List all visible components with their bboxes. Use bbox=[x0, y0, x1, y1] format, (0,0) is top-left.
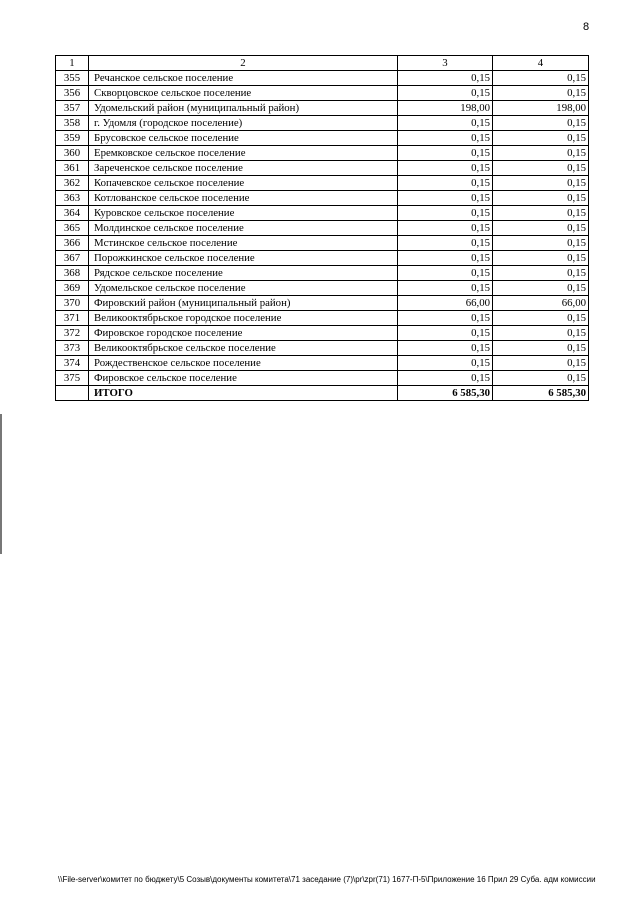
table-row bbox=[56, 281, 589, 296]
row-value-col3: 0,15 bbox=[398, 356, 493, 371]
table-row bbox=[56, 356, 589, 371]
table-row bbox=[56, 296, 589, 311]
row-value-col3: 0,15 bbox=[398, 131, 493, 146]
row-value-col4: 0,15 bbox=[493, 266, 589, 281]
header-col-4: 4 bbox=[493, 56, 589, 71]
table-row bbox=[56, 86, 589, 101]
header-col-2: 2 bbox=[89, 56, 398, 71]
budget-table bbox=[55, 55, 589, 401]
row-value-col3: 0,15 bbox=[398, 146, 493, 161]
table-header-row bbox=[56, 56, 589, 71]
row-value-col4: 0,15 bbox=[493, 71, 589, 86]
row-name: Еремковское сельское поселение bbox=[89, 146, 398, 161]
row-name: г. Удомля (городское поселение) bbox=[89, 116, 398, 131]
row-name: Фировское сельское поселение bbox=[89, 371, 398, 386]
total-value-col4: 6 585,30 bbox=[493, 386, 589, 401]
total-label: ИТОГО bbox=[89, 386, 398, 401]
row-name: Удомельский район (муниципальный район) bbox=[89, 101, 398, 116]
row-value-col4: 0,15 bbox=[493, 311, 589, 326]
table-row bbox=[56, 311, 589, 326]
row-name: Речанское сельское поселение bbox=[89, 71, 398, 86]
row-value-col4: 0,15 bbox=[493, 146, 589, 161]
row-number: 356 bbox=[56, 86, 89, 101]
row-number: 358 bbox=[56, 116, 89, 131]
row-value-col3: 0,15 bbox=[398, 251, 493, 266]
row-value-col3: 0,15 bbox=[398, 116, 493, 131]
row-name: Копачевское сельское поселение bbox=[89, 176, 398, 191]
row-value-col3: 0,15 bbox=[398, 206, 493, 221]
footer-file-path: \\File-server\комитет по бюджету\5 Созыв\документы комитета\71 заседание (7)\pr\zpr(71) 1677-П-5\Приложение 16 Прил 29 Суба. адм комиссии bbox=[58, 875, 596, 884]
row-value-col4: 0,15 bbox=[493, 161, 589, 176]
row-name: Молдинское сельское поселение bbox=[89, 221, 398, 236]
table-row bbox=[56, 341, 589, 356]
row-number: 374 bbox=[56, 356, 89, 371]
row-value-col4: 0,15 bbox=[493, 191, 589, 206]
row-number: 355 bbox=[56, 71, 89, 86]
table-row bbox=[56, 161, 589, 176]
row-name: Рядское сельское поселение bbox=[89, 266, 398, 281]
row-value-col3: 66,00 bbox=[398, 296, 493, 311]
table-row bbox=[56, 236, 589, 251]
row-value-col3: 0,15 bbox=[398, 191, 493, 206]
row-value-col3: 198,00 bbox=[398, 101, 493, 116]
row-name: Порожкинское сельское поселение bbox=[89, 251, 398, 266]
row-number: 370 bbox=[56, 296, 89, 311]
row-number: 363 bbox=[56, 191, 89, 206]
table-body bbox=[56, 71, 589, 401]
table-row bbox=[56, 71, 589, 86]
table-row bbox=[56, 116, 589, 131]
row-number: 371 bbox=[56, 311, 89, 326]
row-name: Котлованское сельское поселение bbox=[89, 191, 398, 206]
row-name: Рождественское сельское поселение bbox=[89, 356, 398, 371]
row-number: 362 bbox=[56, 176, 89, 191]
row-number: 364 bbox=[56, 206, 89, 221]
row-name: Великооктябрьское городское поселение bbox=[89, 311, 398, 326]
row-value-col4: 0,15 bbox=[493, 131, 589, 146]
page-edge-mark bbox=[0, 414, 2, 554]
row-name: Зареченское сельское поселение bbox=[89, 161, 398, 176]
row-number: 369 bbox=[56, 281, 89, 296]
row-number: 367 bbox=[56, 251, 89, 266]
row-value-col4: 0,15 bbox=[493, 281, 589, 296]
header-col-3: 3 bbox=[398, 56, 493, 71]
row-number: 365 bbox=[56, 221, 89, 236]
row-value-col4: 198,00 bbox=[493, 101, 589, 116]
row-name: Скворцовское сельское поселение bbox=[89, 86, 398, 101]
row-number: 372 bbox=[56, 326, 89, 341]
row-value-col3: 0,15 bbox=[398, 326, 493, 341]
table-row bbox=[56, 176, 589, 191]
row-value-col4: 0,15 bbox=[493, 116, 589, 131]
row-number: 360 bbox=[56, 146, 89, 161]
row-value-col3: 0,15 bbox=[398, 221, 493, 236]
row-name: Куровское сельское поселение bbox=[89, 206, 398, 221]
row-value-col4: 0,15 bbox=[493, 236, 589, 251]
row-name: Фировское городское поселение bbox=[89, 326, 398, 341]
table-row bbox=[56, 131, 589, 146]
row-number: 375 bbox=[56, 371, 89, 386]
row-name: Удомельское сельское поселение bbox=[89, 281, 398, 296]
row-value-col3: 0,15 bbox=[398, 161, 493, 176]
table-row bbox=[56, 266, 589, 281]
row-name: Великооктябрьское сельское поселение bbox=[89, 341, 398, 356]
row-number: 359 bbox=[56, 131, 89, 146]
table-row bbox=[56, 326, 589, 341]
row-value-col3: 0,15 bbox=[398, 86, 493, 101]
row-value-col3: 0,15 bbox=[398, 266, 493, 281]
row-value-col3: 0,15 bbox=[398, 71, 493, 86]
row-value-col4: 0,15 bbox=[493, 86, 589, 101]
table-row bbox=[56, 371, 589, 386]
table-row bbox=[56, 101, 589, 116]
row-value-col4: 0,15 bbox=[493, 176, 589, 191]
page-number: 8 bbox=[583, 21, 590, 33]
row-name: Мстинское сельское поселение bbox=[89, 236, 398, 251]
row-number: 366 bbox=[56, 236, 89, 251]
total-row-number bbox=[56, 386, 89, 401]
row-value-col4: 0,15 bbox=[493, 371, 589, 386]
row-value-col4: 0,15 bbox=[493, 206, 589, 221]
row-value-col3: 0,15 bbox=[398, 371, 493, 386]
row-value-col3: 0,15 bbox=[398, 281, 493, 296]
row-value-col4: 0,15 bbox=[493, 221, 589, 236]
row-value-col4: 0,15 bbox=[493, 356, 589, 371]
row-number: 373 bbox=[56, 341, 89, 356]
row-value-col3: 0,15 bbox=[398, 176, 493, 191]
row-number: 368 bbox=[56, 266, 89, 281]
row-value-col3: 0,15 bbox=[398, 341, 493, 356]
table-row bbox=[56, 146, 589, 161]
total-row bbox=[56, 386, 589, 401]
row-value-col4: 66,00 bbox=[493, 296, 589, 311]
row-value-col3: 0,15 bbox=[398, 311, 493, 326]
table-row bbox=[56, 251, 589, 266]
total-value-col3: 6 585,30 bbox=[398, 386, 493, 401]
row-name: Фировский район (муниципальный район) bbox=[89, 296, 398, 311]
header-col-1: 1 bbox=[56, 56, 89, 71]
table-row bbox=[56, 191, 589, 206]
table-row bbox=[56, 221, 589, 236]
row-value-col4: 0,15 bbox=[493, 341, 589, 356]
table-row bbox=[56, 206, 589, 221]
row-value-col3: 0,15 bbox=[398, 236, 493, 251]
row-number: 361 bbox=[56, 161, 89, 176]
row-number: 357 bbox=[56, 101, 89, 116]
row-name: Брусовское сельское поселение bbox=[89, 131, 398, 146]
row-value-col4: 0,15 bbox=[493, 251, 589, 266]
row-value-col4: 0,15 bbox=[493, 326, 589, 341]
